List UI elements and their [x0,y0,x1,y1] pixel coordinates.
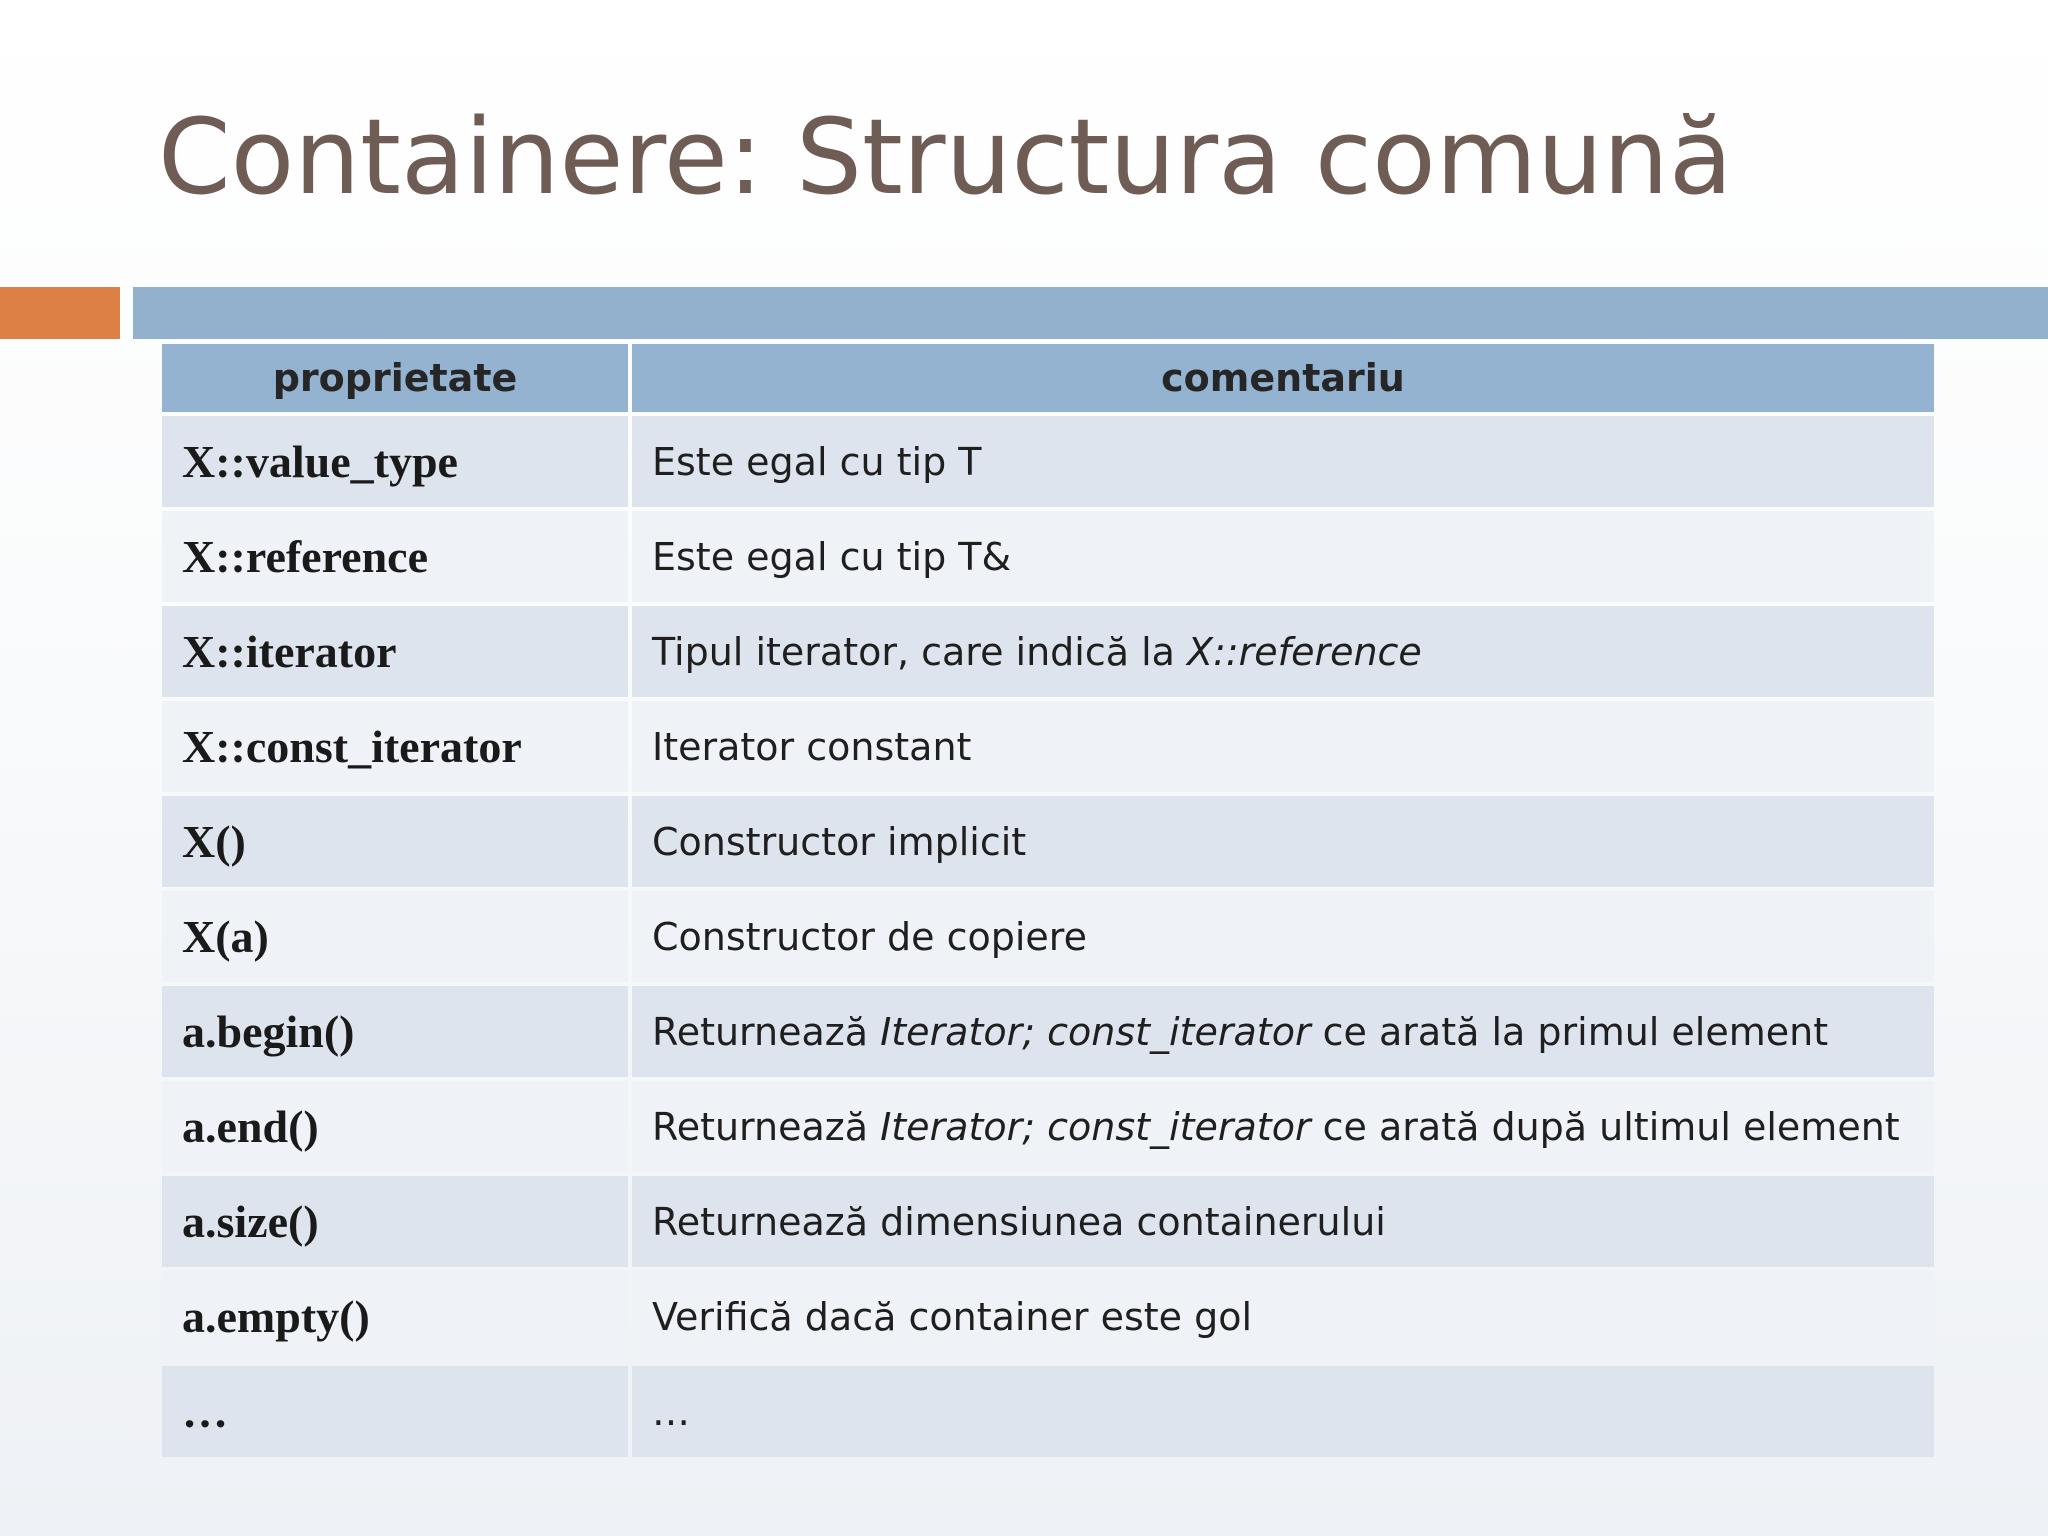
comment-text: … [652,1389,690,1434]
comment-text: Iterator constant [652,724,972,769]
property-cell: a.empty() [162,1271,628,1362]
table-row [162,606,1934,697]
comment-text: Este egal cu tip T& [652,534,1012,579]
property-cell: X::reference [162,511,628,602]
accent-bar-blue [133,287,2048,339]
comment-text: Verifică dacă container este gol [652,1294,1253,1339]
property-cell: a.end() [162,1081,628,1172]
property-cell: … [162,1366,628,1457]
comment-cell [632,1176,1934,1267]
comment-text: Constructor de copiere [652,914,1087,959]
table-header-row [162,344,1934,412]
table-row [162,701,1934,792]
comment-text: ce arată la primul element [1310,1009,1829,1054]
comment-italic-text: Iterator; const_iterator [880,1009,1311,1054]
comment-text: Returnează [652,1104,881,1149]
property-cell: X(a) [162,891,628,982]
comment-cell [632,1081,1934,1172]
comment-italic-text: X::reference [1187,629,1422,674]
table-row [162,796,1934,887]
comment-cell [632,1271,1934,1362]
table-row [162,511,1934,602]
comment-cell [632,511,1934,602]
comment-text: Constructor implicit [652,819,1027,864]
table-row [162,1081,1934,1172]
table-row [162,416,1934,507]
comment-text: Este egal cu tip T [652,439,982,484]
comment-cell [632,1366,1934,1457]
table-row [162,1271,1934,1362]
comment-cell [632,986,1934,1077]
comment-cell [632,796,1934,887]
table-row [162,986,1934,1077]
property-cell: a.begin() [162,986,628,1077]
property-cell: a.size() [162,1176,628,1267]
table-body [162,416,1934,1457]
comment-cell [632,606,1934,697]
properties-table [158,340,1938,1461]
comment-text: ce arată după ultimul element [1310,1104,1900,1149]
property-cell: X::const_iterator [162,701,628,792]
table-row [162,1176,1934,1267]
property-cell: X() [162,796,628,887]
accent-bar-orange [0,287,120,339]
slide-title: Containere: Structura comună [158,96,1733,218]
comment-text: Returnează dimensiunea containerului [652,1199,1386,1244]
comment-text: Tipul iterator, care indică la [652,629,1188,674]
header-comment: comentariu [632,344,1934,412]
comment-italic-text: Iterator; const_iterator [880,1104,1311,1149]
comment-cell [632,891,1934,982]
table-row [162,891,1934,982]
property-cell: X::iterator [162,606,628,697]
comment-text: Returnează [652,1009,881,1054]
header-property: proprietate [162,344,628,412]
comment-cell [632,701,1934,792]
property-cell: X::value_type [162,416,628,507]
comment-cell [632,416,1934,507]
table-row [162,1366,1934,1457]
